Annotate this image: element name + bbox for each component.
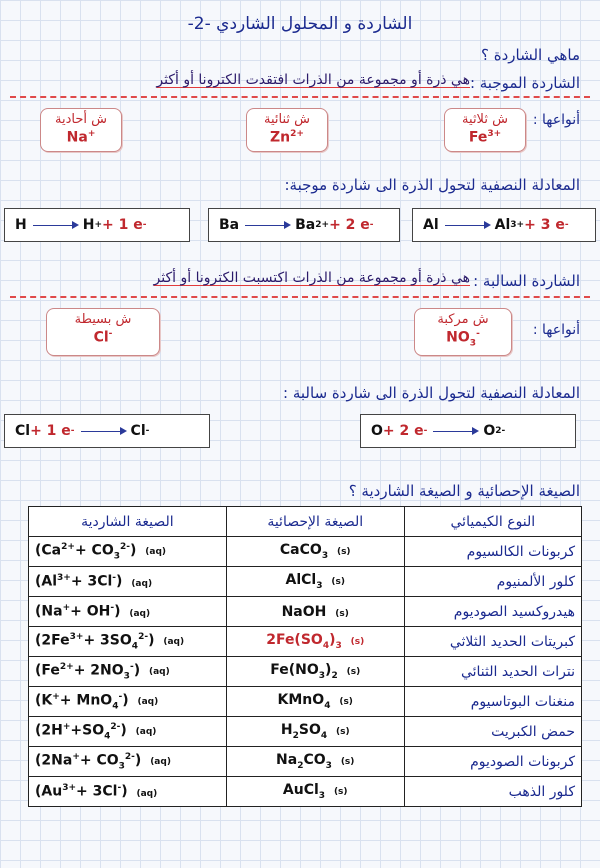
ionic-formula: (Na++ OH-) (aq) [29,597,227,627]
type-box-di [246,108,328,152]
negative-ion-label: الشاردة السالبة : [473,272,580,290]
type-box-compound [414,308,512,356]
arrow-icon [433,431,477,432]
statistic-formula: AlCl$_3$ (s) [226,567,404,597]
positive-ion-label: الشاردة الموجبة : [469,74,580,92]
species-name: كربونات الصوديوم [404,747,581,777]
type-symbol: $NO_3^-$ [446,329,480,349]
statistic-formula: NaOH (s) [226,597,404,627]
type-name: ش أحادية [55,112,107,127]
type-name: ش ثلاثية [462,112,508,127]
statistic-formula: AuCl$_3$ (s) [226,777,404,807]
statistic-formula: CaCO$_3$ (s) [226,537,404,567]
ionic-formula: $(Ca^{2+}+ CO_3^{2-})$ (aq) [29,537,227,567]
arrow-icon [245,225,289,226]
table-header-row [29,507,582,537]
table-row [29,717,582,747]
equation-cl: Cl + 1 e - Cl - [4,414,210,448]
species-name: نترات الحديد الثنائي [404,657,581,687]
statistic-formula: $Na_2CO_3$ (s) [226,747,404,777]
statistic-formula: $2Fe(SO_4)_3$ (s) [226,627,404,657]
divider [10,296,590,298]
header-species: النوع الكيميائي [404,507,581,537]
type-symbol: Cl- [93,329,113,346]
type-box-tri [444,108,526,152]
ionic-formula: $(2H^++SO_4^{2-})$ (aq) [29,717,227,747]
ionic-formula: $(Al^{3+}+ 3Cl^-)$ (aq) [29,567,227,597]
species-name: كلور الألمنيوم [404,567,581,597]
table-row [29,657,582,687]
table-row [29,627,582,657]
table-row [29,567,582,597]
table-row [29,747,582,777]
table-row [29,777,582,807]
type-symbol: $Fe^{3+}$ [468,129,502,146]
negative-types-label: أنواعها : [532,322,580,338]
type-box-mono [40,108,122,152]
ionic-formula: $(Fe^{2+}+ 2NO_3^-)$ (aq) [29,657,227,687]
formula-title: الصيغة الإحصائية و الصيغة الشاردية ؟ [348,482,580,500]
type-name: ش مركبة [437,312,489,327]
ionic-formula: $(Au^{3+}+ 3Cl^-)$ (aq) [29,777,227,807]
positive-types-label: أنواعها : [532,112,580,128]
header-ionic: الصيغة الشاردية [29,507,227,537]
species-name: كربونات الكالسيوم [404,537,581,567]
ionic-formula: $(2Fe^{3+}+ 3SO_4^{2-})$ (aq) [29,627,227,657]
arrow-icon [445,225,489,226]
equation-ba: Ba Ba 2+ + 2 e - [208,208,400,242]
species-name: منغنات البوتاسيوم [404,687,581,717]
statistic-formula: $Fe(NO_3)_2$ (s) [226,657,404,687]
negative-equation-title: المعادلة النصفية لتحول الذرة الى شاردة سالبة : [283,384,580,402]
species-name: كبريتات الحديد الثلاثي [404,627,581,657]
equation-o: O + 2 e - O 2- [360,414,576,448]
type-name: ش بسيطة [74,312,132,327]
divider [10,96,590,98]
negative-ion-definition: هي ذرة أو مجموعة من الذرات اكتسبت الكترونا أو أكثر [153,270,470,286]
equation-al: Al Al 3+ + 3 e - [412,208,596,242]
positive-equation-title: المعادلة النصفية لتحول الذرة الى شاردة موجبة: [284,176,580,194]
species-name: هيدروكسيد الصوديوم [404,597,581,627]
equation-h: H H + + 1 e - [4,208,190,242]
ionic-formula: (K++ MnO$_4$-) (aq) [29,687,227,717]
ionic-formula: $(2Na^++ CO_3^{2-})$ (aq) [29,747,227,777]
statistic-formula: KMnO$_4$ (s) [226,687,404,717]
arrow-icon [81,431,125,432]
table-row [29,537,582,567]
species-name: كلور الذهب [404,777,581,807]
type-symbol: $Zn^{2+}$ [270,129,304,146]
header-statistic: الصيغة الإحصائية [226,507,404,537]
page-title: الشاردة و المحلول الشاردي -2- [187,14,413,34]
statistic-formula: $H_2SO_4$ (s) [226,717,404,747]
type-name: ش ثنائية [263,112,310,127]
table-row [29,687,582,717]
question-ion: ماهي الشاردة ؟ [481,46,580,64]
type-box-simple [46,308,160,356]
positive-ion-definition: هي ذرة أو مجموعة من الذرات افتقدت الكترونا أو أكثر [156,72,470,88]
species-name: حمض الكبريت [404,717,581,747]
table-row [29,597,582,627]
type-symbol: Na+ [66,129,96,146]
formula-table [28,506,582,807]
arrow-icon [33,225,77,226]
